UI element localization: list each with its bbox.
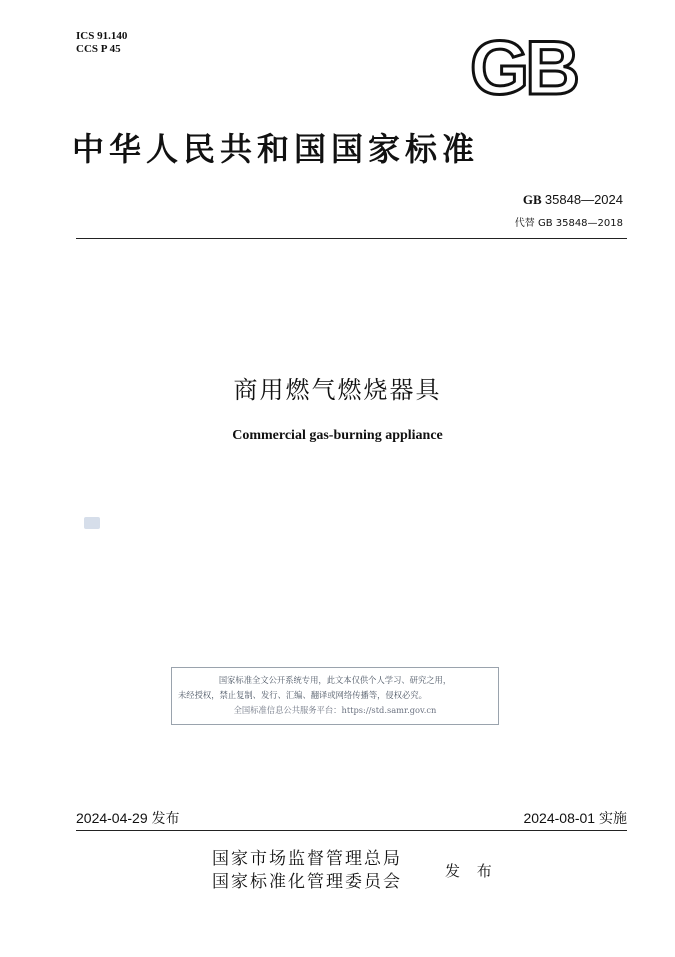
issue-action: 发 布 [445,862,498,880]
classification-codes [76,30,127,56]
issuer-sac: 国家标准化管理委员会 [212,872,402,892]
notice-line-2: 未经授权，禁止复制、发行、汇编、翻译或网络传播等，侵权必究。 [178,690,427,700]
implementation-date: 2024-08-01 实施 [523,810,627,826]
standard-number [523,192,623,208]
issuer-samr: 国家市场监督管理总局 [212,849,402,869]
top-divider [76,238,627,239]
bottom-divider [76,830,627,831]
ccs-code: CCS P 45 [76,43,121,55]
notice-line-3: 全国标准信息公共服务平台：https://std.samr.gov.cn [233,705,437,715]
issuing-organizations [212,848,402,894]
gb-logo-text: GB [470,34,576,100]
ics-code: ICS 91.140 [76,30,128,42]
usage-notice-box [171,667,499,725]
replaces-standard: 代替 GB 35848—2018 [514,218,623,229]
national-standard-title: 中华人民共和国国家标准 [72,130,480,168]
issue-date: 2024-04-29 发布 [76,810,180,826]
standard-code: 35848—2024 [544,192,623,207]
notice-line-1: 国家标准全文公开系统专用，此文本仅供个人学习、研究之用， [218,675,452,685]
gb-logo [456,34,590,100]
watermark-icon [84,517,100,529]
document-title-en: Commercial gas-burning appliance [232,428,443,443]
document-title: 商用燃气燃烧器具 [233,376,442,404]
standard-prefix: GB [522,192,542,207]
